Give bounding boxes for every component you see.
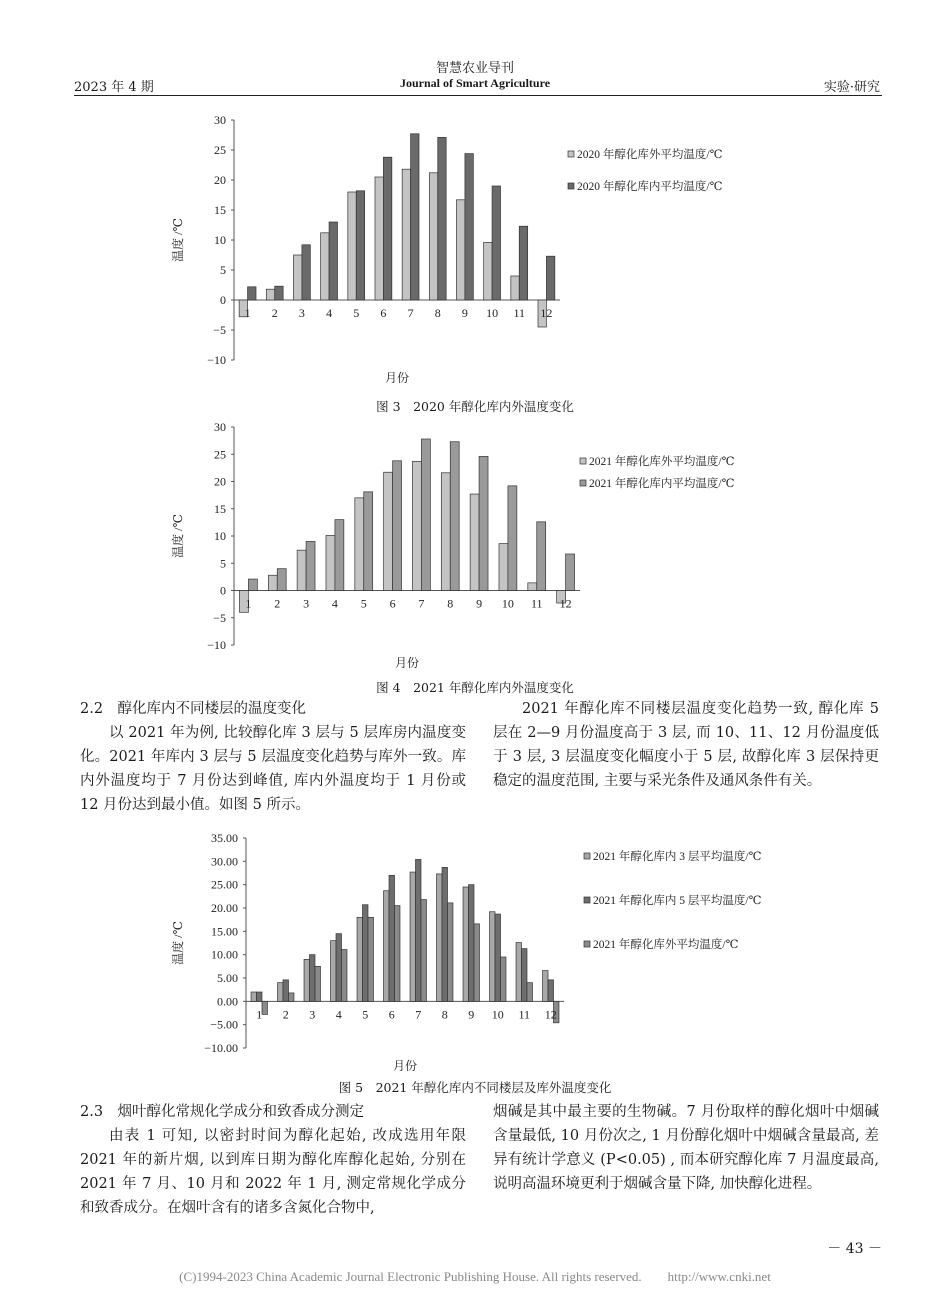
bar-s1-m2 [268,575,277,590]
bar-s3-m10 [500,957,505,1001]
bar-s1-m9 [463,887,468,1001]
bar-s3-m6 [394,906,399,1002]
y-axis-label: 温度 /℃ [171,218,185,262]
bar-s2-m6 [393,461,402,591]
legend-label: 2021 年醇化库外平均温度/℃ [589,456,735,468]
x-axis-label: 月份 [394,656,420,670]
x-tick-label: 11 [530,596,543,611]
x-tick-label: 9 [461,306,468,320]
y-tick-label: 30 [214,113,226,127]
bar-s2-m10 [508,486,517,591]
bar-s2-m9 [479,456,488,590]
bar-s1-m10 [499,544,508,591]
y-tick-label: −10 [207,638,226,652]
legend-swatch [584,853,590,859]
legend-label: 2021 年醇化库内平均温度/℃ [589,478,735,490]
bar-s2-m6 [389,875,394,1001]
legend-label: 2021 年醇化库外平均温度/℃ [593,939,739,951]
x-tick-label: 2 [274,596,281,611]
bar-s1-m7 [402,169,410,300]
y-tick-label: 5 [220,263,226,277]
section-2-2-heading: 2.2 醇化库内不同楼层的温度变化 [80,701,307,717]
bar-s1-m10 [484,242,492,300]
x-tick-label: 3 [309,1007,316,1022]
x-tick-label: 1 [256,1007,263,1022]
bar-s2-m3 [306,541,315,590]
bar-s2-m8 [442,867,447,1001]
bar-s2-m8 [450,442,459,591]
journal-title-cn: 智慧农业导刊 [435,61,514,76]
x-tick-label: 10 [491,1007,504,1022]
bar-s1-m8 [429,173,437,300]
bar-s3-m1 [262,1001,267,1014]
bar-s3-m7 [421,900,426,1002]
bar-s2-m6 [383,157,391,300]
y-tick-label: 20.00 [211,901,238,915]
bar-s2-m9 [465,154,473,300]
bar-s2-m12 [546,256,554,300]
figure-3-caption: 图 3 2020 年醇化库内外温度变化 [376,399,574,414]
bar-s3-m5 [368,917,373,1001]
bar-s2-m12 [566,554,575,591]
x-tick-label: 10 [501,596,514,611]
y-tick-label: 0 [220,293,226,307]
x-tick-label: 6 [389,596,396,611]
x-tick-label: 4 [331,596,338,611]
bar-s3-m4 [341,950,346,1002]
y-axis-label: 温度 /℃ [171,514,185,558]
y-tick-label: 0.00 [217,994,238,1009]
y-tick-label: 20 [214,173,226,187]
x-tick-label: 4 [326,306,333,320]
bar-s2-m4 [335,520,344,591]
x-tick-label: 3 [303,596,310,611]
bar-s2-m4 [336,934,341,1002]
copyright-footer: (C)1994-2023 China Academic Journal Electronic Publishing House. All rights reserved. http://www.cnki.net [179,1269,771,1284]
x-tick-label: 6 [380,306,387,320]
y-tick-label: −10.00 [204,1041,238,1055]
bar-s2-m4 [329,222,337,300]
bar-s1-m3 [304,959,309,1001]
bar-s1-m1 [251,992,256,1001]
bar-s3-m11 [527,983,532,1002]
x-tick-label: 11 [513,306,526,320]
bar-s2-m10 [495,914,500,1001]
legend-swatch [568,183,574,189]
bar-s1-m4 [321,233,329,300]
bar-s1-m4 [331,941,336,1002]
y-tick-label: 0 [220,583,226,598]
bar-s2-m12 [548,980,553,1001]
legend-label: 2020 年醇化库外平均温度/℃ [577,149,723,161]
x-tick-label: 1 [244,306,251,320]
bar-s1-m11 [511,276,519,300]
bar-s2-m7 [416,859,421,1001]
bar-s2-m2 [277,569,286,591]
section-2-3-left-paragraph: 由表 1 可知, 以密封时间为醇化起始, 改成选用年限 2021 年的新片烟, 以到库日期为醇化库醇化起始, 分别在 2021 年 7 月、10 月和 2022 年 1 月, 测定常规化学成分和致香成分。在烟叶含有的诸多含氮化合物中, [80,1128,466,1216]
bar-s2-m9 [469,885,474,1002]
y-tick-label: 25 [214,447,226,462]
y-tick-label: 15 [214,501,226,516]
x-tick-label: 12 [544,1007,557,1022]
bar-s2-m5 [364,492,373,591]
header-rule [74,95,882,96]
legend-label: 2020 年醇化库内平均温度/℃ [577,181,723,193]
bar-s1-m6 [375,177,383,300]
bar-s1-m8 [441,473,450,591]
y-tick-label: 30.00 [211,854,238,869]
issue-label: 2023 年 4 期 [74,80,154,95]
y-tick-label: −10 [207,353,226,367]
x-tick-label: 5 [362,1007,369,1022]
bar-s1-m3 [297,550,306,590]
page-number: － 43 － [827,1241,882,1257]
y-tick-label: 30 [214,420,226,434]
y-tick-label: −5 [213,610,226,625]
bar-s2-m1 [257,992,262,1001]
bar-s1-m3 [293,255,301,300]
figure-5-chart [160,828,800,1073]
bar-s2-m11 [522,949,527,1002]
bar-s2-m11 [519,226,527,300]
x-tick-label: 7 [418,596,425,611]
y-tick-label: 10 [214,233,226,247]
x-tick-label: 2 [282,1007,289,1022]
y-axis-label: 温度 /℃ [171,921,185,965]
bar-s2-m5 [356,191,364,300]
y-tick-label: 35.00 [211,831,238,845]
bar-s2-m8 [438,137,446,300]
x-tick-label: 3 [298,306,305,320]
x-tick-label: 1 [245,596,252,611]
y-tick-label: −5 [213,323,226,337]
x-tick-label: 9 [476,596,483,611]
x-tick-label: 2 [271,306,278,320]
journal-title-en: Journal of Smart Agriculture [399,76,551,90]
y-tick-label: 10 [214,529,226,543]
x-tick-label: 6 [388,1007,395,1022]
bar-s3-m3 [315,966,320,1001]
bar-s1-m8 [437,874,442,1001]
x-tick-label: 10 [486,306,499,320]
x-tick-label: 5 [360,596,367,611]
x-axis-label: 月份 [384,371,410,385]
x-tick-label: 8 [434,306,441,320]
bar-s1-m9 [470,494,479,590]
bar-s2-m1 [248,287,256,300]
bar-s2-m11 [537,522,546,591]
y-tick-label: 15.00 [211,924,238,939]
x-axis-label: 月份 [392,1059,418,1073]
bar-s1-m11 [516,943,521,1002]
bar-s1-m2 [278,983,283,1002]
bar-s2-m7 [421,439,430,591]
y-tick-label: 20 [214,474,226,489]
bar-s3-m9 [474,924,479,1001]
bar-s1-m9 [456,200,464,300]
x-tick-label: 8 [441,1007,448,1022]
x-tick-label: 9 [468,1007,475,1022]
bar-s1-m5 [348,192,356,300]
bar-s1-m6 [384,891,389,1002]
x-tick-label: 7 [407,306,414,320]
section-2-3-right-paragraph: 烟碱是其中最主要的生物碱。7 月份取样的醇化烟叶中烟碱含量最低, 10 月份次之, 1 月份醇化烟叶中烟碱含量最高, 差异有统计学意义 (P<0.05) , 而本研究醇化库 7 月温度最高, 说明高温环境更利于烟碱含量下降, 加快醇化进程。 [493,1104,879,1192]
legend-label: 2021 年醇化库内 3 层平均温度/℃ [593,851,762,863]
legend-swatch [584,941,590,947]
y-tick-label: 5 [220,556,226,571]
bar-s1-m7 [410,872,415,1001]
section-2-3-heading: 2.3 烟叶醇化常规化学成分和致香成分测定 [80,1104,365,1120]
bar-s2-m5 [363,905,368,1002]
bar-s2-m3 [310,955,315,1002]
x-tick-label: 7 [415,1007,422,1022]
figure-5-caption: 图 5 2021 年醇化库内不同楼层及库外温度变化 [338,1080,612,1095]
bar-s2-m3 [302,245,310,300]
x-tick-label: 12 [559,596,572,611]
y-tick-label: 25 [214,143,226,157]
x-tick-label: 8 [447,596,454,611]
bar-s2-m1 [248,579,257,590]
bar-s3-m2 [288,993,293,1001]
legend-swatch [568,151,574,157]
legend-swatch [584,897,590,903]
y-tick-label: 10.00 [211,947,238,962]
bar-s1-m12 [543,971,548,1002]
legend-label: 2021 年醇化库内 5 层平均温度/℃ [593,895,762,907]
x-tick-label: 5 [353,306,360,320]
section-tag: 实验·研究 [823,80,880,95]
bar-s2-m2 [283,980,288,1001]
figure-4-chart [160,417,800,670]
bar-s1-m10 [490,912,495,1002]
bar-s1-m11 [528,583,537,591]
section-2-2-left-paragraph: 以 2021 年为例, 比较醇化库 3 层与 5 层库房内温度变化。2021 年库内 3 层与 5 层温度变化趋势与库外一致。库内外温度均于 7 月份达到峰值, 库内外温度均于 1 月份或 12 月份达到最小值。如图 5 所示。 [80,725,466,813]
y-tick-label: 25.00 [211,877,238,892]
bar-s1-m7 [412,461,421,590]
x-tick-label: 11 [518,1007,531,1022]
y-tick-label: 5.00 [217,971,238,985]
bar-s1-m5 [355,498,364,591]
bar-s1-m6 [384,472,393,590]
bar-s2-m7 [411,134,419,300]
bar-s1-m2 [266,289,274,300]
y-tick-label: −5.00 [210,1017,238,1032]
legend-swatch [580,480,586,486]
figure-4-caption: 图 4 2021 年醇化库内外温度变化 [376,680,574,695]
bar-s2-m2 [275,286,283,300]
bar-s1-m4 [326,535,335,590]
x-tick-label: 4 [335,1007,342,1022]
legend-swatch [580,458,586,464]
bar-s1-m5 [357,917,362,1001]
section-2-2-right-paragraph: 2021 年醇化库不同楼层温度变化趋势一致, 醇化库 5 层在 2—9 月份温度高于 3 层, 而 10、11、12 月份温度低于 3 层, 3 层温度变化幅度小于 5 层, 故醇化库 3 层保持更稳定的温度范围, 主要与采光条件及通风条件有关。 [493,701,879,789]
x-tick-label: 12 [540,306,553,320]
bar-s3-m8 [447,903,452,1001]
bar-s2-m10 [492,186,500,300]
figure-3-chart [160,108,800,388]
y-tick-label: 15 [214,203,226,217]
